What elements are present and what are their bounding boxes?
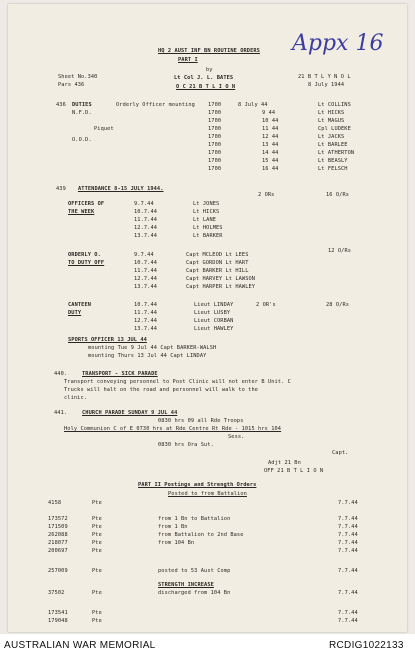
para-439-number: 439 (56, 186, 66, 192)
roster-date: 12 44 (262, 134, 279, 140)
sports-officer-note-2: mounting Thurs 13 Jul 44 Capt LINDAY (88, 353, 207, 359)
attendance-name: Capt HARVEY Lt LAWSON (186, 276, 256, 282)
posting-number: 173541 (48, 610, 68, 616)
group-orderly-total: 12 O/Rs (328, 248, 352, 254)
posting-date: 7.7.44 (338, 532, 358, 538)
roster-time: 1700 (208, 158, 222, 164)
header-subtitle: PART I (178, 57, 198, 63)
attendance-name: Lt JONES (193, 201, 220, 207)
posting-date: 7.7.44 (338, 500, 358, 506)
posting-date: 7.7.44 (338, 548, 358, 554)
attendance-date: 13.7.44 (134, 284, 158, 290)
roster-time: 1700 (208, 118, 222, 124)
roster-time: 1700 (208, 134, 222, 140)
posting-rank: Pte (92, 568, 102, 574)
attendance-date: 10.7.44 (134, 209, 158, 215)
posting-rank: Pte (92, 532, 102, 538)
roster-name: Lt JACKS (318, 134, 345, 140)
roster-time: 1700 (208, 166, 222, 172)
part2-subtitle: Posted to from Battalion (168, 491, 247, 497)
attendance-date: 12.7.44 (134, 318, 158, 324)
footer-record-id: RCDIG1022133 (329, 640, 404, 651)
group-canteen-label-2: DUTY (68, 310, 82, 316)
group-officers-count: 2 ORs (258, 192, 275, 198)
para-440-title: TRANSPORT - SICK PARADE (82, 371, 158, 377)
attendance-date: 11.7.44 (134, 310, 158, 316)
para-436-label-duties: DUTIES (72, 102, 92, 108)
posting-date: 7.7.44 (338, 516, 358, 522)
roster-name: Lt ATHERTON (318, 150, 355, 156)
posting-text: from 104 Bn (158, 540, 195, 546)
para-441-number: 441. (54, 410, 68, 416)
posting-number: 200697 (48, 548, 68, 554)
signature-rank: Capt. (332, 450, 349, 456)
para-440-text-1: Transport conveying personnel to Post Clinic will not enter B Unit. C (64, 379, 291, 385)
attendance-date: 12.7.44 (134, 225, 158, 231)
posting-date: 7.7.44 (338, 610, 358, 616)
roster-name: Lt BEASLY (318, 158, 348, 164)
posting-number: 37502 (48, 590, 65, 596)
group-officers-label: OFFICERS OF (68, 201, 105, 207)
para-436-label-piquet: Piquet (94, 126, 114, 132)
posting-rank: Pte (92, 500, 102, 506)
posting-rank: Pte (92, 590, 102, 596)
sports-officer-note-1: mounting Tue 9 Jul 44 Capt BARKER-WALSH (88, 345, 217, 351)
roster-name: Lt MAGUS (318, 118, 345, 124)
posting-number: 262088 (48, 532, 68, 538)
para-436-intro: Orderly Officer mounting (116, 102, 195, 108)
roster-name: Lt BARLEE (318, 142, 348, 148)
roster-time: 1700 (208, 110, 222, 116)
posting-rank: Pte (92, 618, 102, 624)
roster-time: 1700 (208, 126, 222, 132)
para-440-number: 440. (54, 371, 68, 377)
attendance-name: Lieut CORBAN (194, 318, 234, 324)
header-commander: Lt Col J. L. BATES (174, 75, 234, 81)
posting-number: 218077 (48, 540, 68, 546)
roster-date: 15 44 (262, 158, 279, 164)
posting-rank: Pte (92, 548, 102, 554)
group-orderly-label: ORDERLY O. (68, 252, 101, 258)
signature-adjt: Adjt 21 Bn (268, 460, 301, 466)
group-canteen-label: CANTEEN (68, 302, 92, 308)
attendance-name: Lt HOLMES (193, 225, 223, 231)
para-436-number: 436 (56, 102, 66, 108)
posting-rank: Pte (92, 610, 102, 616)
attendance-name: Lt BARKER (193, 233, 223, 239)
attendance-name: Lt HICKS (193, 209, 220, 215)
roster-date: 9 44 (262, 110, 276, 116)
roster-date: 16 44 (262, 166, 279, 172)
footer-archive-name: AUSTRALIAN WAR MEMORIAL (4, 640, 156, 651)
para-441-text-1: 0830 hrs 09 all Rde Troops (158, 418, 244, 424)
attendance-date: 13.7.44 (134, 233, 158, 239)
posting-text: from Battalion to 2nd Base (158, 532, 244, 538)
attendance-name: Capt HARPER Lt HAWLEY (186, 284, 256, 290)
roster-date: 14 44 (262, 150, 279, 156)
posting-number: 4158 (48, 500, 62, 506)
para-439-title: ATTENDANCE 8-15 JULY 1944. (78, 186, 164, 192)
part2-title: PART II Postings and Strength Orders (138, 482, 257, 488)
posting-number: 179048 (48, 618, 68, 624)
attendance-date: 10.7.44 (134, 302, 158, 308)
posting-date: 7.7.44 (338, 524, 358, 530)
posting-date: 7.7.44 (338, 618, 358, 624)
roster-name: Cpl LUDEKE (318, 126, 351, 132)
document-page (8, 4, 407, 632)
roster-date: 11 44 (262, 126, 279, 132)
posting-number: 173572 (48, 516, 68, 522)
posting-text: STRENGTH INCREASE (158, 582, 214, 588)
attendance-name: Capt GORDON Lt HART (186, 260, 249, 266)
attendance-date: 13.7.44 (134, 326, 158, 332)
posting-number: 257009 (48, 568, 68, 574)
posting-date: 7.7.44 (338, 590, 358, 596)
signature-unit: OFF 21 B T L I O N (264, 468, 324, 474)
roster-time: 1700 (208, 150, 222, 156)
header-by: by (206, 67, 213, 73)
group-officers-total: 16 O/Rs (326, 192, 350, 198)
para-436-label-ood: O.O.D. (72, 137, 92, 143)
posting-date: 7.7.44 (338, 568, 358, 574)
attendance-name: Lieut LINDAY (194, 302, 234, 308)
para-441-text-2: Holy Communion C of E 0730 hrs at Rde Centre Rt Rde - 1015 hrs 104 (64, 426, 282, 432)
posting-date: 7.7.44 (338, 540, 358, 546)
group-orderly-label-2: TO DUTY OFF (68, 260, 105, 266)
document-date: 8 July 1944 (308, 82, 345, 88)
para-436-label-nfd: N.F.D. (72, 110, 92, 116)
para-440-text-2: Trucks will halt on the road and personnel will walk to the (64, 387, 259, 393)
header-oc: O C 21 B T L I O N (176, 84, 236, 90)
roster-date: 8 July 44 (238, 102, 268, 108)
posting-text: discharged from 104 Bn (158, 590, 231, 596)
group-canteen-count: 2 OR's (256, 302, 276, 308)
para-441-text-3: Sess. (228, 434, 245, 440)
attendance-name: Capt BARKER Lt HILL (186, 268, 249, 274)
posting-text: from 1 Bn to Battalion (158, 516, 231, 522)
attendance-date: 9.7.44 (134, 252, 154, 258)
handwritten-annotation (290, 24, 396, 58)
sheet-number: Sheet No.340 (58, 74, 98, 80)
roster-time: 1700 (208, 142, 222, 148)
attendance-name: Lieut LUSBY (194, 310, 231, 316)
para-441-title: CHURCH PARADE SUNDAY 9 JUL 44 (82, 410, 178, 416)
posting-text: from 1 Bn (158, 524, 188, 530)
attendance-date: 10.7.44 (134, 260, 158, 266)
posting-rank: Pte (92, 540, 102, 546)
attendance-date: 9.7.44 (134, 201, 154, 207)
attendance-name: Lieut HAWLEY (194, 326, 234, 332)
para-440-text-3: clinic. (64, 395, 88, 401)
unit-ref: 21 B T L Y N O L (298, 74, 351, 80)
pars-number: Pars 436 (58, 82, 85, 88)
group-officers-label-2: THE WEEK (68, 209, 95, 215)
posting-rank: Pte (92, 524, 102, 530)
attendance-date: 12.7.44 (134, 276, 158, 282)
posting-text: posted to 53 Aust Comp (158, 568, 231, 574)
svg-text:Appx 16: Appx 16 (292, 31, 384, 56)
header-title: HQ 2 AUST INF BN ROUTINE ORDERS (158, 48, 260, 54)
roster-name: Lt HICKS (318, 110, 345, 116)
posting-number: 171509 (48, 524, 68, 530)
roster-name: Lt FELSCH (318, 166, 348, 172)
attendance-date: 11.7.44 (134, 268, 158, 274)
attendance-name: Capt MCLEOD Lt LEES (186, 252, 249, 258)
attendance-date: 11.7.44 (134, 217, 158, 223)
group-canteen-total: 28 O/Rs (326, 302, 350, 308)
para-441-text-4: 0830 hrs Ora Sut. (158, 442, 214, 448)
sports-officer-title: SPORTS OFFICER 13 JUL 44 (68, 337, 147, 343)
roster-date: 10 44 (262, 118, 279, 124)
roster-time: 1700 (208, 102, 222, 108)
posting-rank: Pte (92, 516, 102, 522)
roster-date: 13 44 (262, 142, 279, 148)
attendance-name: Lt LANE (193, 217, 217, 223)
roster-name: Lt COLLINS (318, 102, 351, 108)
